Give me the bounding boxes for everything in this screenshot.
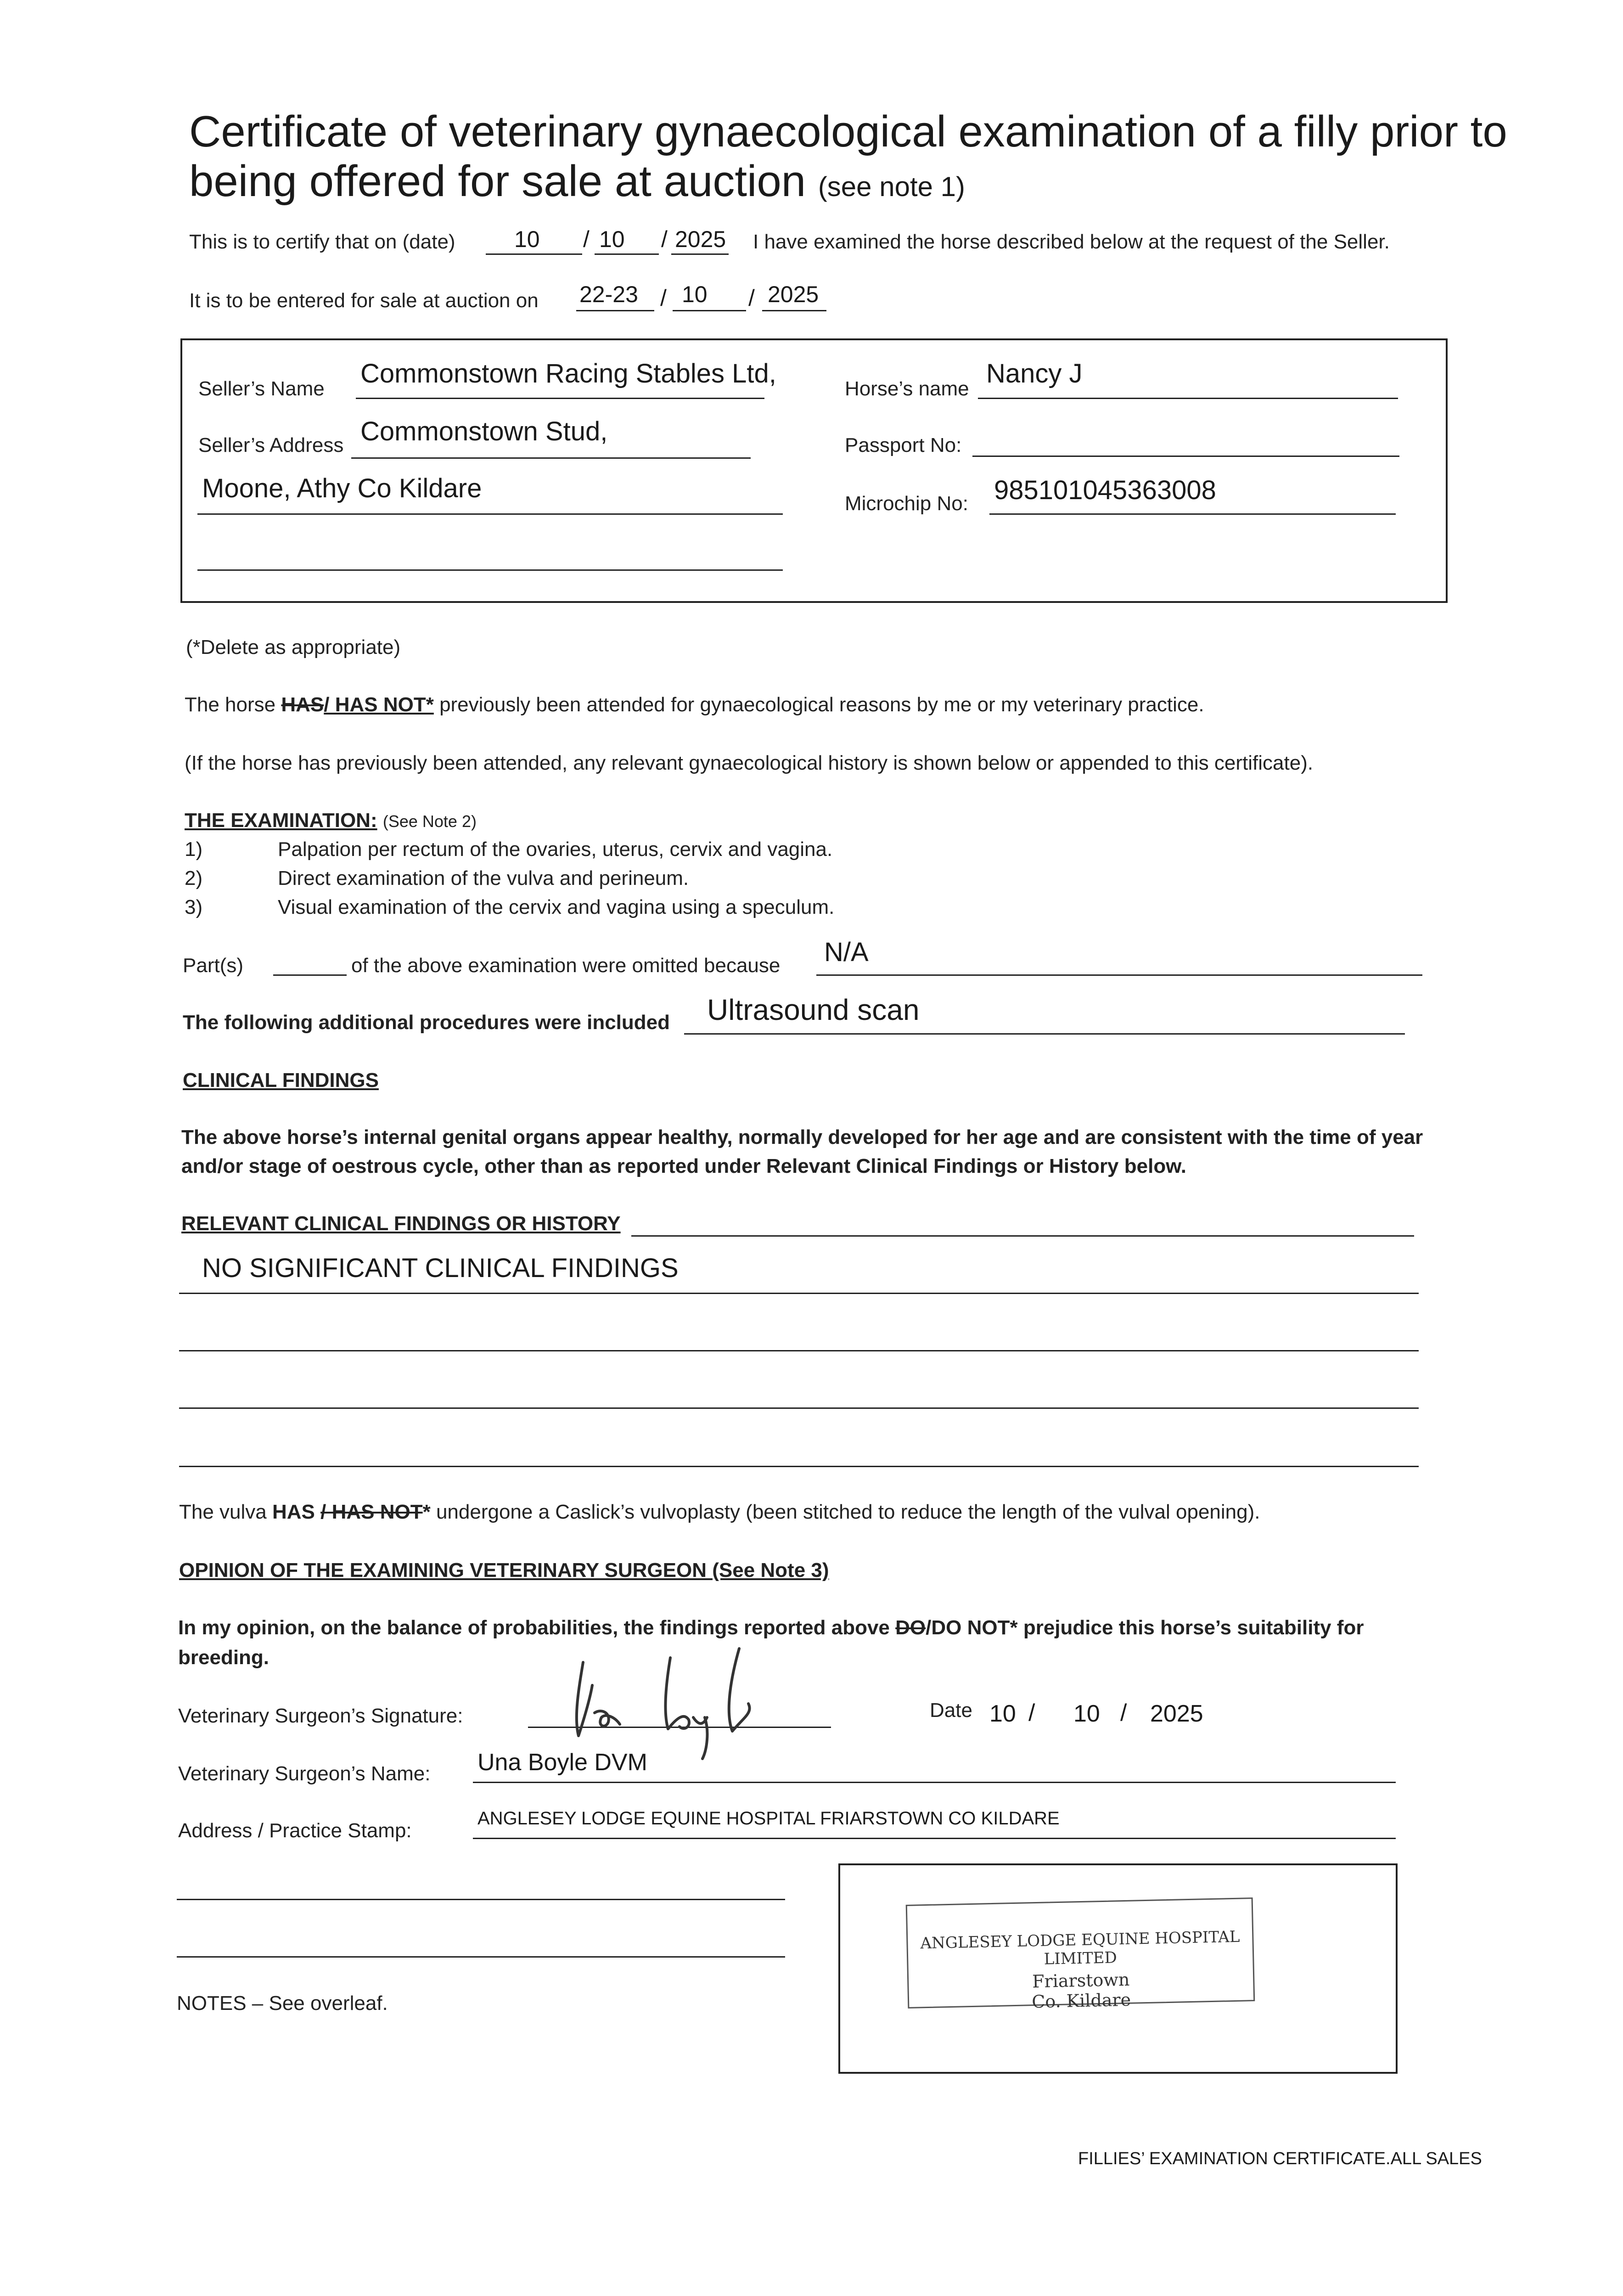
omitted-parts-field bbox=[273, 974, 347, 976]
attended-line bbox=[185, 693, 1204, 716]
examination-heading-text: THE EXAMINATION: bbox=[185, 809, 377, 832]
clinical-statement-line2: and/or stage of oestrous cycle, other than as reported under Relevant Clinical Findings or History below. bbox=[181, 1155, 1187, 1177]
attended-prefix: The horse bbox=[185, 693, 276, 716]
stamp-line1: ANGLESEY LODGE EQUINE HOSPITAL LIMITED bbox=[920, 1927, 1240, 1969]
omitted-value: N/A bbox=[824, 937, 869, 967]
delete-note: (*Delete as appropriate) bbox=[186, 636, 401, 658]
signature-label: Veterinary Surgeon’s Signature: bbox=[178, 1705, 463, 1727]
exam-item-num: 3) bbox=[185, 896, 203, 918]
date-day: 10 bbox=[989, 1700, 1016, 1727]
auction-year: 2025 bbox=[768, 281, 819, 307]
practice-stamp bbox=[906, 1897, 1255, 2012]
footer: FILLIES’ EXAMINATION CERTIFICATE.ALL SALES bbox=[1078, 2149, 1482, 2168]
certify-sep2: / bbox=[661, 226, 668, 252]
date-month: 10 bbox=[1073, 1700, 1100, 1727]
seller-name-label: Seller’s Name bbox=[198, 377, 325, 400]
certify-year: 2025 bbox=[675, 226, 726, 252]
relevant-value: NO SIGNIFICANT CLINICAL FINDINGS bbox=[202, 1253, 679, 1283]
omitted-middle: of the above examination were omitted because bbox=[351, 954, 781, 977]
attended-has-not: / HAS NOT* bbox=[324, 693, 434, 716]
auction-prefix: It is to be entered for sale at auction on bbox=[189, 289, 539, 312]
examination-heading bbox=[185, 809, 477, 832]
seller-address-label: Seller’s Address bbox=[198, 434, 344, 456]
auction-month: 10 bbox=[682, 281, 708, 307]
exam-item-text: Direct examination of the vulva and perineum. bbox=[278, 867, 689, 889]
attended-has: HAS bbox=[281, 693, 324, 716]
opinion-line1-prefix: In my opinion, on the balance of probabilities, the findings reported above bbox=[178, 1616, 890, 1639]
certify-month: 10 bbox=[599, 226, 625, 252]
date-sep2: / bbox=[1120, 1699, 1127, 1726]
vulva-suffix: undergone a Caslick’s vulvoplasty (been stitched to reduce the length of the vulval opening). bbox=[436, 1501, 1260, 1523]
page-title-text: being offered for sale at auction bbox=[189, 157, 806, 206]
vet-name-label: Veterinary Surgeon’s Name: bbox=[178, 1762, 431, 1785]
microchip-value: 985101045363008 bbox=[994, 475, 1216, 505]
clinical-statement-line1: The above horse’s internal genital organs appear healthy, normally developed for her age and are consistent with the time of year bbox=[181, 1126, 1423, 1148]
seller-address-line1: Commonstown Stud, bbox=[360, 416, 608, 446]
horse-name-value: Nancy J bbox=[986, 359, 1083, 388]
certify-prefix: This is to certify that on (date) bbox=[189, 231, 455, 253]
date-year: 2025 bbox=[1150, 1700, 1203, 1727]
vulva-has: HAS bbox=[272, 1501, 315, 1523]
opinion-do: DO bbox=[895, 1616, 926, 1639]
clinical-heading: CLINICAL FINDINGS bbox=[183, 1069, 379, 1092]
page-title-line1: Certificate of veterinary gynaecological examination of a filly prior to bbox=[189, 107, 1507, 156]
vet-name-value: Una Boyle DVM bbox=[477, 1749, 647, 1776]
opinion-line1-suffix: /DO NOT* prejudice this horse’s suitability for bbox=[926, 1616, 1364, 1639]
microchip-label: Microchip No: bbox=[845, 492, 968, 515]
vulva-prefix: The vulva bbox=[179, 1501, 267, 1523]
signature-image bbox=[551, 1644, 808, 1763]
stamp-line3: Co. Kildare bbox=[1031, 1989, 1131, 2012]
address-stamp-value: ANGLESEY LODGE EQUINE HOSPITAL FRIARSTOWN CO KILDARE bbox=[477, 1808, 1060, 1829]
passport-field bbox=[972, 456, 1399, 457]
opinion-line1 bbox=[178, 1616, 1364, 1639]
certify-day: 10 bbox=[514, 226, 540, 252]
relevant-heading: RELEVANT CLINICAL FINDINGS OR HISTORY bbox=[181, 1212, 621, 1235]
omitted-prefix: Part(s) bbox=[183, 954, 243, 977]
vulva-has-not: / HAS NOT bbox=[320, 1501, 423, 1523]
examination-heading-note: (See Note 2) bbox=[382, 812, 477, 831]
certify-sep1: / bbox=[583, 226, 590, 252]
vulva-line bbox=[179, 1501, 1260, 1524]
exam-item-text: Visual examination of the cervix and vagina using a speculum. bbox=[278, 896, 835, 918]
exam-item-num: 1) bbox=[185, 838, 203, 861]
exam-item-text: Palpation per rectum of the ovaries, uterus, cervix and vagina. bbox=[278, 838, 833, 861]
stamp-line2: Friarstown bbox=[1032, 1969, 1130, 1992]
additional-value: Ultrasound scan bbox=[707, 993, 920, 1026]
certify-suffix: I have examined the horse described below at the request of the Seller. bbox=[753, 231, 1390, 253]
auction-sep2: / bbox=[748, 285, 755, 311]
attended-suffix: previously been attended for gynaecological reasons by me or my veterinary practice. bbox=[439, 693, 1204, 716]
passport-label: Passport No: bbox=[845, 434, 962, 456]
vulva-star: * bbox=[422, 1501, 431, 1523]
address-stamp-label: Address / Practice Stamp: bbox=[178, 1819, 412, 1842]
page-title-line2 bbox=[189, 156, 965, 212]
date-label: Date bbox=[930, 1699, 972, 1722]
notes: NOTES – See overleaf. bbox=[177, 1992, 388, 2015]
auction-sep1: / bbox=[660, 285, 667, 311]
additional-label: The following additional procedures were included bbox=[183, 1011, 670, 1034]
opinion-heading: OPINION OF THE EXAMINING VETERINARY SURGEON (See Note 3) bbox=[179, 1559, 829, 1581]
opinion-line2: breeding. bbox=[178, 1646, 270, 1669]
auction-day: 22-23 bbox=[579, 281, 638, 307]
seller-address-line2: Moone, Athy Co Kildare bbox=[202, 473, 482, 503]
page-title-note: (see note 1) bbox=[818, 171, 966, 202]
horse-name-label: Horse’s name bbox=[845, 377, 969, 400]
date-sep1: / bbox=[1028, 1699, 1035, 1726]
seller-name-value: Commonstown Racing Stables Ltd, bbox=[360, 359, 776, 388]
history-note: (If the horse has previously been attended, any relevant gynaecological history is shown below or appended to this certificate). bbox=[185, 752, 1314, 774]
exam-item-num: 2) bbox=[185, 867, 203, 889]
